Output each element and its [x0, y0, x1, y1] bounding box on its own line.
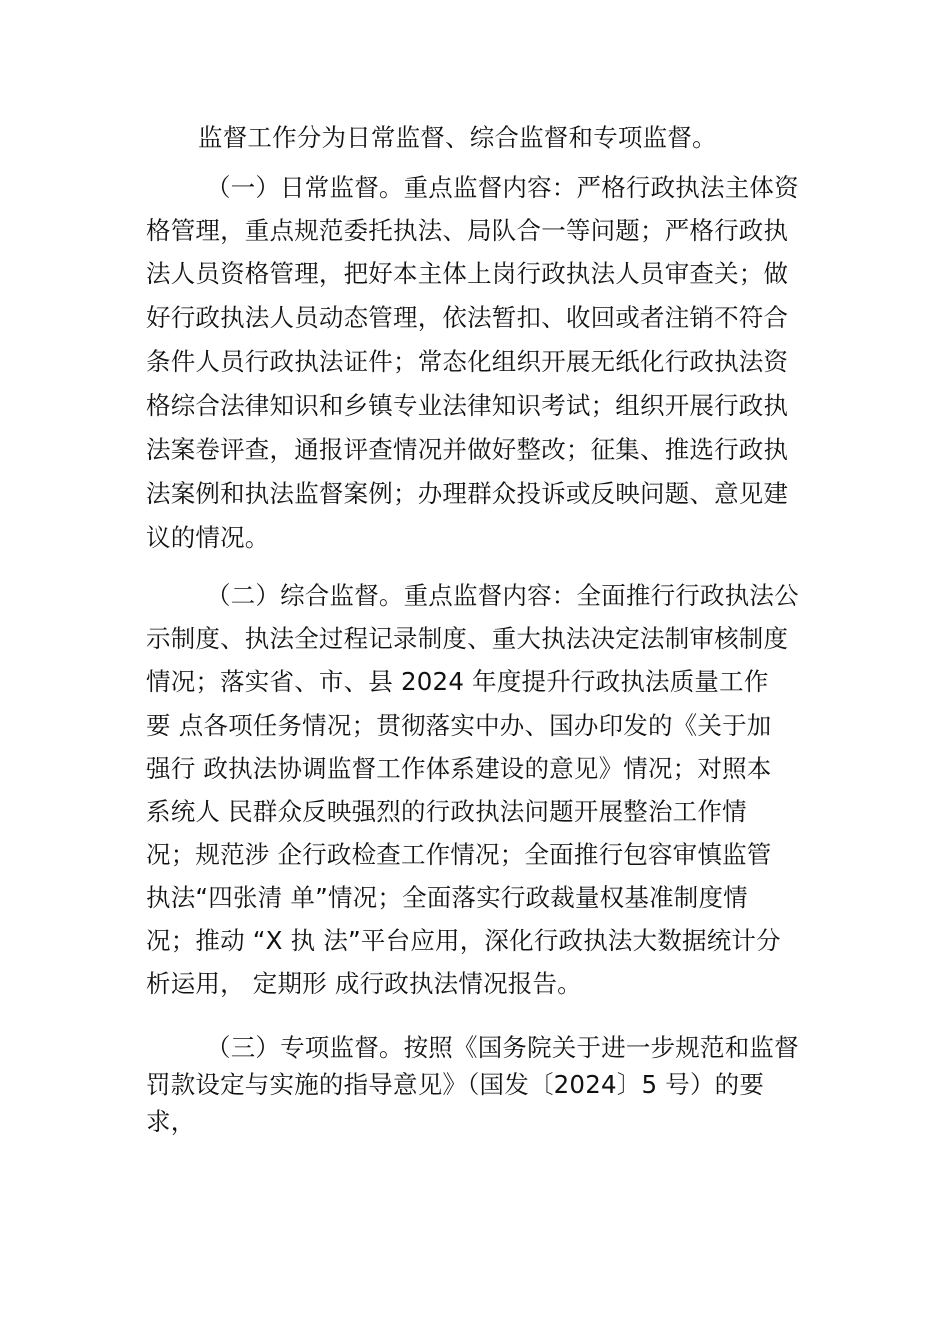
comprehensive-line-8: 执法“四张清 单”情况；全面落实行政裁量权基准制度情 [146, 883, 748, 912]
comprehensive-line-4: 要 点各项任务情况；贯彻落实中办、国办印发的《关于加 [146, 711, 772, 740]
daily-line-8: 法案例和执法监督案例；办理群众投诉或反映问题、意见建 [146, 479, 789, 508]
comprehensive-line-3: 情况；落实省、市、县 2024 年度提升行政执法质量工作 [146, 667, 769, 696]
comprehensive-line-7: 况；规范涉 企行政检查工作情况；全面推行包容审慎监管 [146, 840, 772, 869]
daily-line-9: 议的情况。 [146, 523, 270, 552]
daily-line-2: 格管理，重点规范委托执法、局队合一等问题；严格行政执 [146, 216, 789, 245]
special-line-1: （三）专项监督。按照《国务院关于进一步规范和监督 [206, 1033, 799, 1062]
comprehensive-line-5: 强行 政执法协调监督工作体系建设的意见》情况；对照本 [146, 754, 772, 783]
special-line-3: 求， [146, 1107, 196, 1136]
daily-line-1: （一）日常监督。重点监督内容：严格行政执法主体资 [206, 173, 799, 202]
comprehensive-line-10: 析运用， 定期形 成行政执法情况报告。 [146, 969, 582, 998]
special-line-2: 罚款设定与实施的指导意见》（国发〔2024〕5 号）的要 [146, 1070, 765, 1099]
comprehensive-line-1: （二）综合监督。重点监督内容：全面推行行政执法公 [206, 581, 799, 610]
daily-line-3: 法人员资格管理，把好本主体上岗行政执法人员审查关；做 [146, 259, 789, 288]
daily-line-4: 好行政执法人员动态管理，依法暂扣、收回或者注销不符合 [146, 303, 789, 332]
daily-line-5: 条件人员行政执法证件；常态化组织开展无纸化行政执法资 [146, 347, 789, 376]
daily-line-7: 法案卷评查，通报评查情况并做好整改；征集、推选行政执 [146, 435, 789, 464]
daily-line-6: 格综合法律知识和乡镇专业法律知识考试；组织开展行政执 [146, 391, 789, 420]
comprehensive-line-9: 况；推动 “Ⅹ 执 法”平台应用，深化行政执法大数据统计分 [146, 926, 781, 955]
comprehensive-line-6: 系统人 民群众反映强烈的行政执法问题开展整治工作情 [146, 797, 747, 826]
comprehensive-line-2: 示制度、执法全过程记录制度、重大执法决定法制审核制度 [146, 624, 789, 653]
intro-line: 监督工作分为日常监督、综合监督和专项监督。 [198, 123, 717, 152]
